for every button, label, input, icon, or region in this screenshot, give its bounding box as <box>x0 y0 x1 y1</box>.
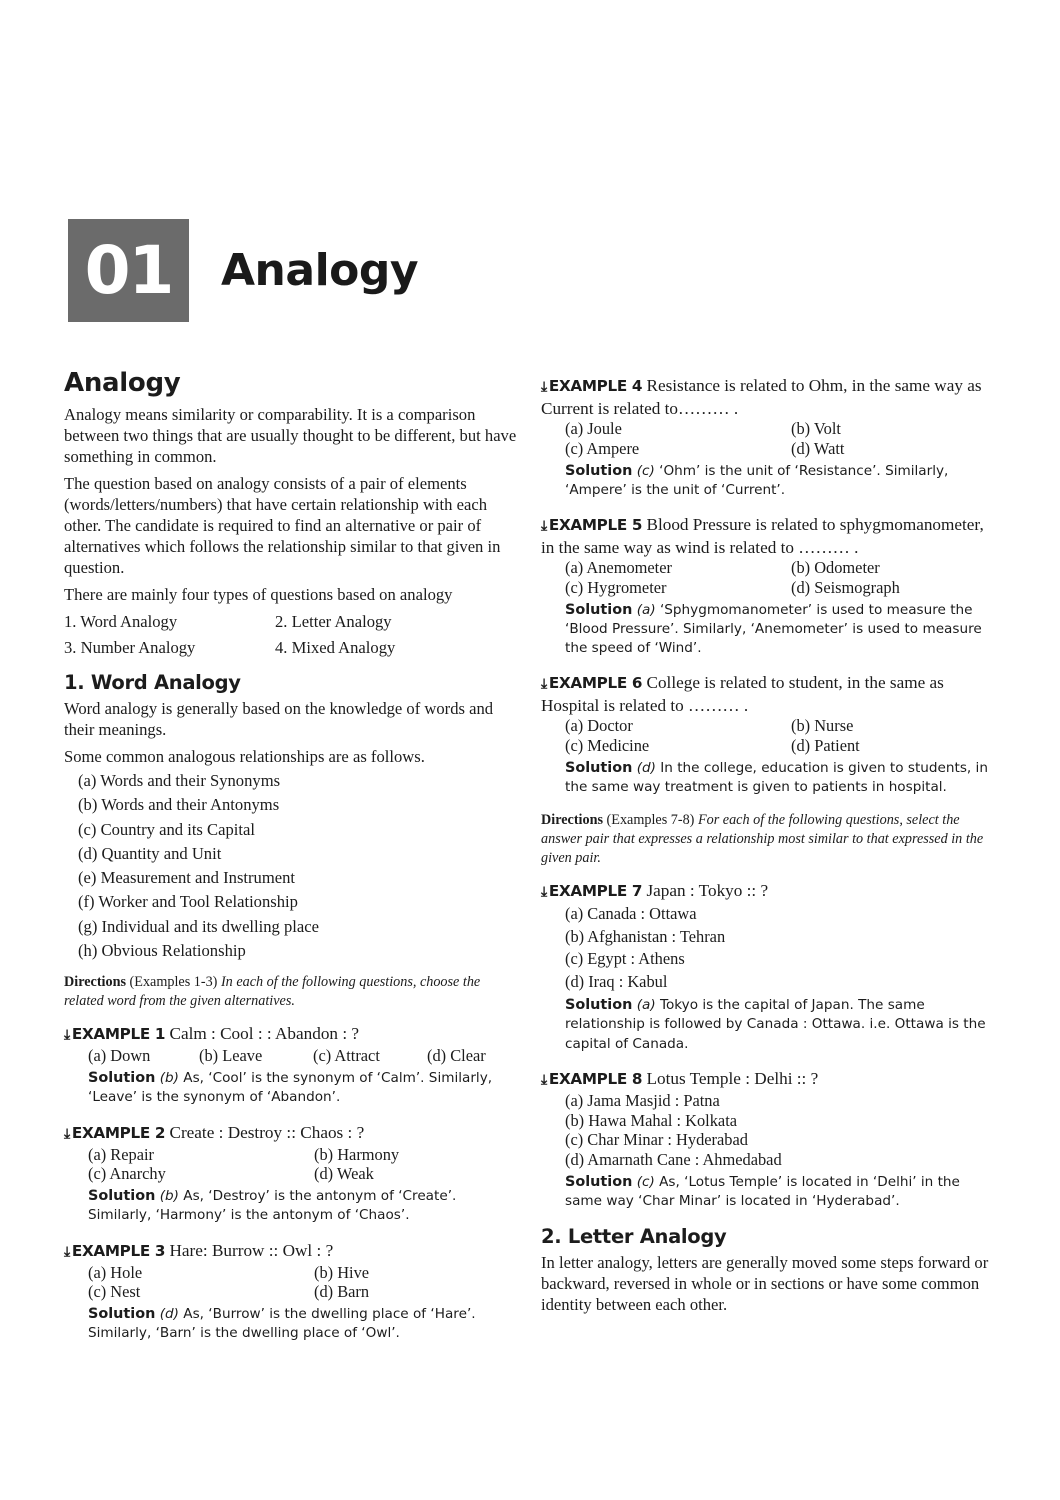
example-tag <box>541 516 642 534</box>
chapter-title: Analogy <box>221 245 419 296</box>
option: (b) Leave <box>199 1046 263 1066</box>
question-text: Blood Pressure is related to sphygmomanometer, in the same way as wind is related to ……… . <box>541 515 984 557</box>
example-1 <box>64 1023 520 1107</box>
options <box>565 558 999 598</box>
chapter-number-badge: 01 <box>68 219 189 322</box>
subsection-heading: 1. Word Analogy <box>64 671 241 694</box>
option: (a) Joule <box>565 419 622 438</box>
solution <box>88 1187 520 1225</box>
option: (a) Doctor <box>565 716 633 736</box>
solution-key: (d) <box>636 759 656 776</box>
list-item: (d) Quantity and Unit <box>78 843 222 863</box>
solution-label: Solution <box>565 997 633 1014</box>
directions-text: In each of the following questions, choose the related word from the given alternatives. <box>64 974 481 1010</box>
option: (a) Hole <box>88 1262 143 1282</box>
type-item: 4. Mixed Analogy <box>275 638 396 657</box>
solution-label: Solution <box>565 462 633 479</box>
example-2 <box>64 1122 520 1226</box>
option: (c) Medicine <box>565 736 650 755</box>
solution <box>88 1305 520 1343</box>
solution <box>565 462 999 500</box>
solution-label: Solution <box>88 1188 156 1205</box>
paragraph: Word analogy is generally based on the knowledge of words and their meanings. <box>64 699 494 739</box>
directions-label: Directions <box>541 812 603 829</box>
example-label: EXAMPLE 1 <box>71 1025 166 1044</box>
download-icon: ⤓ <box>541 518 547 534</box>
solution <box>565 1173 999 1211</box>
option: (c) Char Minar : Hyderabad <box>565 1130 748 1150</box>
options <box>565 903 999 993</box>
question-text: College is related to student, in the same as Hospital is related to ……… . <box>541 673 944 716</box>
directions-text: For each of the following questions, select the answer pair that expresses a relationship most similar to that expressed in the given pair. <box>541 812 984 867</box>
intro-paragraph: There are mainly four types of questions based on analogy <box>64 585 453 604</box>
paragraph: In letter analogy, letters are generally moved some steps forward or backward, reversed in whole or in sections or have some common identity between each other. <box>541 1253 989 1315</box>
example-label: EXAMPLE 5 <box>548 516 643 534</box>
solution-text: As, ‘Cool’ is the synonym of ‘Calm’. Similarly, ‘Leave’ is the synonym of ‘Abandon’. <box>88 1070 493 1106</box>
option: (b) Hive <box>314 1262 370 1282</box>
solution-label: Solution <box>88 1306 156 1323</box>
solution <box>565 601 999 659</box>
option: (b) Odometer <box>791 558 880 577</box>
directions-block <box>64 973 520 1011</box>
list-item: (e) Measurement and Instrument <box>78 868 296 888</box>
example-3 <box>64 1240 520 1344</box>
option: (c) Ampere <box>565 438 640 458</box>
options <box>565 419 999 459</box>
example-label: EXAMPLE 2 <box>71 1123 166 1142</box>
list-item: (c) Country and its Capital <box>78 819 255 839</box>
solution-text: As, ‘Destroy’ is the antonym of ‘Create’. Similarly, ‘Harmony’ is the antonym of ‘Chaos’. <box>88 1188 457 1224</box>
directions-label: Directions <box>64 974 126 991</box>
example-label: EXAMPLE 4 <box>548 377 643 395</box>
solution-key: (c) <box>636 1174 655 1190</box>
option: (c) Attract <box>313 1046 380 1066</box>
download-icon: ⤓ <box>541 379 547 395</box>
option: (b) Hawa Mahal : Kolkata <box>565 1110 738 1130</box>
type-item: 1. Word Analogy <box>64 612 178 631</box>
solution-text: In the college, education is given to students, in the same way treatment is given to patients in hospital. <box>565 759 988 795</box>
example-label: EXAMPLE 7 <box>548 882 643 901</box>
option: (d) Clear <box>427 1046 486 1066</box>
solution-key: (b) <box>159 1188 179 1205</box>
option: (c) Nest <box>88 1282 141 1302</box>
question-text: Japan : Tokyo :: ? <box>646 881 769 901</box>
options <box>565 716 999 756</box>
solution-label: Solution <box>565 759 633 776</box>
type-item: 2. Letter Analogy <box>275 612 392 631</box>
solution-key: (d) <box>159 1306 179 1323</box>
question-text: Calm : Cool : : Abandon : ? <box>169 1024 360 1044</box>
solution-text: As, ‘Lotus Temple’ is located in ‘Delhi’ in the same way ‘Char Minar’ is located in ‘Hyderabad’. <box>565 1174 960 1210</box>
option: (b) Harmony <box>314 1144 400 1164</box>
option: (c) Hygrometer <box>565 577 667 597</box>
right-column <box>541 375 999 1321</box>
solution-label: Solution <box>565 1174 633 1190</box>
option: (d) Barn <box>314 1282 370 1302</box>
example-tag <box>541 377 642 395</box>
solution-key: (c) <box>636 462 655 479</box>
example-label: EXAMPLE 6 <box>548 674 643 693</box>
option: (b) Volt <box>791 419 841 438</box>
paragraph: Some common analogous relationships are as follows. <box>64 747 425 766</box>
solution <box>565 996 999 1054</box>
relationship-list <box>78 769 520 963</box>
download-icon: ⤓ <box>64 1027 70 1044</box>
download-icon: ⤓ <box>541 1071 547 1088</box>
example-tag <box>541 882 642 900</box>
solution-text: As, ‘Burrow’ is the dwelling place of ‘Hare’. Similarly, ‘Barn’ is the dwelling place of ‘Owl’. <box>88 1306 476 1342</box>
options <box>88 1046 520 1066</box>
example-tag <box>64 1124 165 1142</box>
example-7 <box>541 880 999 1054</box>
question-text: Lotus Temple : Delhi :: ? <box>646 1068 819 1088</box>
solution-key: (a) <box>636 997 656 1014</box>
example-5 <box>541 514 999 658</box>
directions-range: (Examples 1-3) <box>129 974 218 991</box>
option: (a) Jama Masjid : Patna <box>565 1090 720 1110</box>
example-tag <box>541 1070 642 1088</box>
list-item: (a) Words and their Synonyms <box>78 771 281 790</box>
list-item: (h) Obvious Relationship <box>78 941 246 961</box>
download-icon: ⤓ <box>541 676 547 693</box>
example-6 <box>541 672 999 797</box>
example-tag <box>541 674 642 692</box>
option: (d) Patient <box>791 736 860 755</box>
options <box>565 1091 999 1170</box>
option: (d) Weak <box>314 1164 374 1184</box>
option: (c) Anarchy <box>88 1164 166 1184</box>
solution <box>565 759 999 797</box>
example-label: EXAMPLE 3 <box>71 1241 166 1260</box>
example-8 <box>541 1068 999 1212</box>
option: (a) Repair <box>88 1144 154 1164</box>
options <box>88 1263 520 1303</box>
solution-label: Solution <box>565 601 633 618</box>
option: (d) Seismograph <box>791 577 900 597</box>
analogy-types-list <box>64 611 520 659</box>
option: (d) Amarnath Cane : Ahmedabad <box>565 1150 782 1170</box>
example-tag <box>64 1242 165 1260</box>
list-item: (b) Words and their Antonyms <box>78 795 280 815</box>
download-icon: ⤓ <box>64 1243 70 1260</box>
solution-key: (b) <box>159 1070 179 1087</box>
solution-text: Tokyo is the capital of Japan. The same relationship is followed by Canada : Ottawa. i.e. Ottawa is the capital of Canada. <box>565 997 986 1052</box>
intro-paragraph: The question based on analogy consists of a pair of elements (words/letters/numbers) that have certain relationship with each other. The candidate is required to find an alternative or pair of alternatives which follows the relationship similar to that given in question. <box>64 474 501 577</box>
option: (d) Iraq : Kabul <box>565 971 668 991</box>
directions-range: (Examples 7-8) <box>606 812 695 829</box>
example-tag <box>64 1025 165 1043</box>
list-item: (g) Individual and its dwelling place <box>78 916 320 936</box>
example-4 <box>541 375 999 500</box>
option: (a) Anemometer <box>565 558 672 577</box>
example-label: EXAMPLE 8 <box>548 1069 643 1088</box>
section-heading: Analogy <box>64 368 181 398</box>
subsection-heading: 2. Letter Analogy <box>541 1225 727 1249</box>
solution <box>88 1069 520 1107</box>
option: (a) Down <box>88 1046 151 1066</box>
solution-text: ‘Ohm’ is the unit of ‘Resistance’. Similarly, ‘Ampere’ is the unit of ‘Current’. <box>565 462 949 498</box>
type-item: 3. Number Analogy <box>64 638 196 657</box>
solution-key: (a) <box>636 601 656 618</box>
question-text: Create : Destroy :: Chaos : ? <box>169 1122 365 1142</box>
download-icon: ⤓ <box>64 1125 70 1142</box>
question-text: Resistance is related to Ohm, in the same way as Current is related to……… . <box>541 376 982 418</box>
solution-label: Solution <box>88 1070 156 1087</box>
download-icon: ⤓ <box>541 884 547 901</box>
solution-text: ‘Sphygmomanometer’ is used to measure the ‘Blood Pressure’. Similarly, ‘Anemometer’ is used to measure the speed of ‘Wind’. <box>565 601 982 656</box>
options <box>88 1145 520 1185</box>
option: (d) Watt <box>791 438 845 458</box>
option: (c) Egypt : Athens <box>565 949 685 969</box>
directions-block <box>541 811 999 868</box>
option: (a) Canada : Ottawa <box>565 904 697 924</box>
left-column <box>64 368 520 1358</box>
option: (b) Afghanistan : Tehran <box>565 926 726 946</box>
option: (b) Nurse <box>791 716 854 736</box>
question-text: Hare: Burrow :: Owl : ? <box>169 1240 334 1260</box>
intro-paragraph: Analogy means similarity or comparability. It is a comparison between two things that are usually thought to be different, but have something in common. <box>64 405 517 466</box>
list-item: (f) Worker and Tool Relationship <box>78 892 298 912</box>
